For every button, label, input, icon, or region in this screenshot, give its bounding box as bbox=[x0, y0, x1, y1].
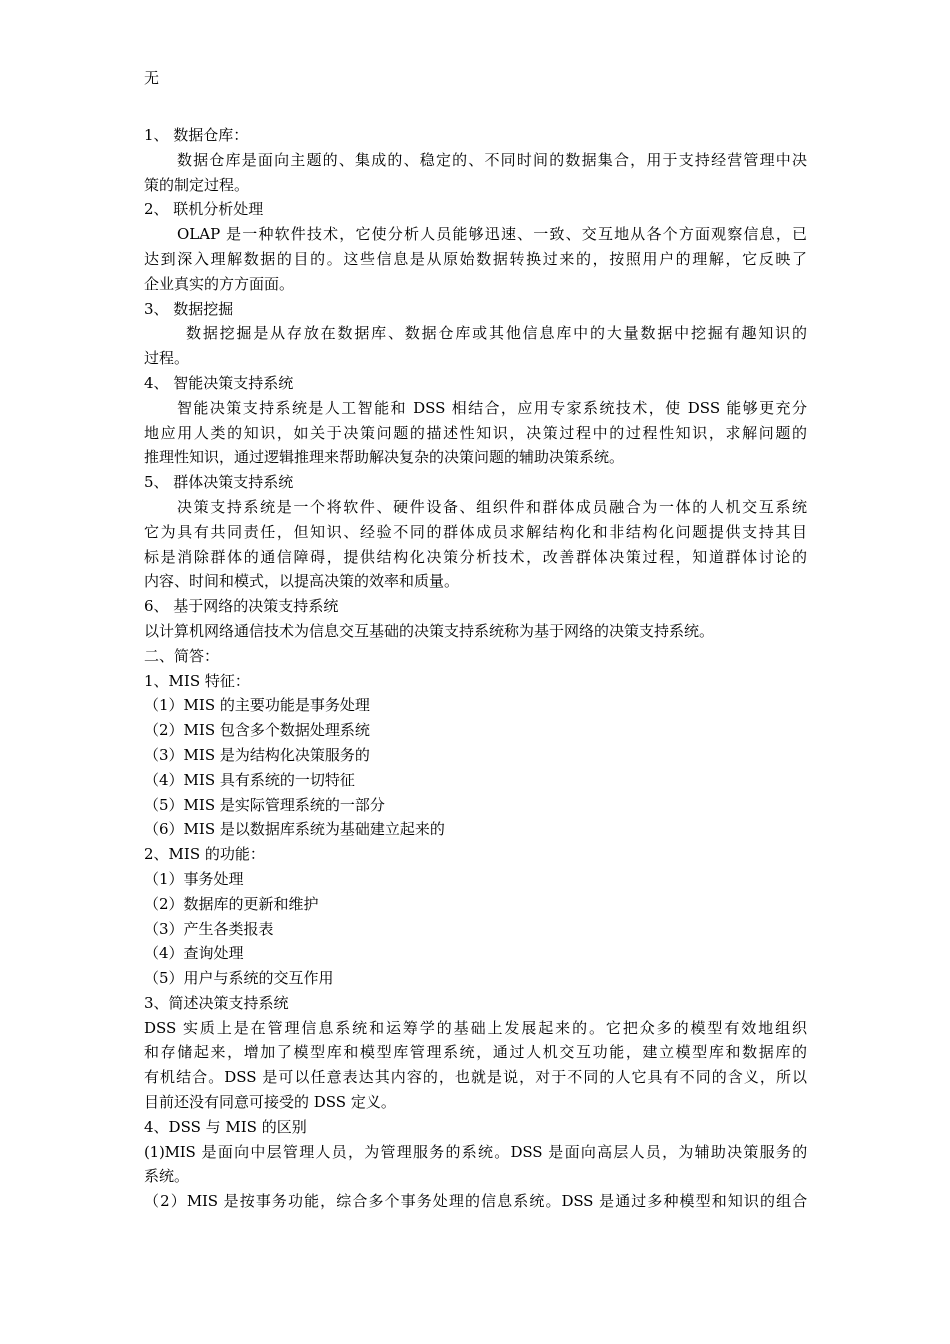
text-line: 过程。 bbox=[144, 349, 190, 368]
text-line: （5）MIS 是实际管理系统的一部分 bbox=[144, 795, 385, 814]
text-line: 2、MIS 的功能： bbox=[144, 845, 265, 864]
text-line: 和存储起来，增加了模型库和模型库管理系统，通过人机交互功能，建立模型库和数据库的 bbox=[144, 1043, 807, 1062]
text-line: （1）MIS 的主要功能是事务处理 bbox=[144, 696, 370, 715]
text-line: （3）MIS 是为结构化决策服务的 bbox=[144, 745, 370, 764]
text-line: 6、 基于网络的决策支持系统 bbox=[144, 597, 339, 616]
text-line: 二、简答： bbox=[144, 646, 220, 665]
text-line: （2）MIS 是按事务功能，综合多个事务处理的信息系统。DSS 是通过多种模型和知识的组合 bbox=[144, 1192, 807, 1211]
text-line: 有机结合。DSS 是可以任意表达其内容的，也就是说，对于不同的人它具有不同的含义，所以 bbox=[144, 1068, 807, 1087]
document-body bbox=[144, 123, 807, 1214]
text-line: （3）产生各类报表 bbox=[144, 919, 274, 938]
text-line: 决策支持系统是一个将软件、硬件设备、组织件和群体成员融合为一体的人机交互系统 bbox=[177, 497, 807, 516]
text-line: 策的制定过程。 bbox=[144, 175, 250, 194]
text-line: （5）用户与系统的交互作用 bbox=[144, 969, 334, 988]
text-line: 4、DSS 与 MIS 的区别 bbox=[144, 1117, 307, 1136]
text-line: （2）MIS 包含多个数据处理系统 bbox=[144, 721, 370, 740]
text-line: 2、 联机分析处理 bbox=[144, 200, 264, 219]
header-note: 无 bbox=[144, 69, 160, 87]
text-line: 以计算机网络通信技术为信息交互基础的决策支持系统称为基于网络的决策支持系统。 bbox=[144, 621, 715, 640]
text-line: 1、MIS 特征： bbox=[144, 671, 250, 690]
text-line: 4、 智能决策支持系统 bbox=[144, 373, 294, 392]
text-line: 达到深入理解数据的目的。这些信息是从原始数据转换过来的，按照用户的理解，它反映了 bbox=[144, 249, 807, 268]
text-line: （2）数据库的更新和维护 bbox=[144, 894, 319, 913]
text-line: (1)MIS 是面向中层管理人员，为管理服务的系统。DSS 是面向高层人员，为辅助决策服务的 bbox=[144, 1142, 807, 1161]
text-line: 数据挖掘是从存放在数据库、数据仓库或其他信息库中的大量数据中挖掘有趣知识的 bbox=[186, 324, 807, 343]
text-line: DSS 实质上是在管理信息系统和运筹学的基础上发展起来的。它把众多的模型有效地组织 bbox=[144, 1018, 807, 1037]
text-line: 内容、时间和模式，以提高决策的效率和质量。 bbox=[144, 572, 460, 591]
text-line: （4）查询处理 bbox=[144, 944, 244, 963]
text-line: 目前还没有同意可接受的 DSS 定义。 bbox=[144, 1093, 396, 1112]
text-line: （4）MIS 具有系统的一切特征 bbox=[144, 770, 355, 789]
text-line: 地应用人类的知识，如关于决策问题的描述性知识，决策过程中的过程性知识，求解问题的 bbox=[144, 423, 807, 442]
text-line: 1、 数据仓库： bbox=[144, 126, 249, 144]
text-line: 系统。 bbox=[144, 1167, 190, 1186]
text-line: OLAP 是一种软件技术，它使分析人员能够迅速、一致、交互地从各个方面观察信息，已 bbox=[177, 225, 807, 244]
text-line: （1）事务处理 bbox=[144, 869, 244, 888]
text-line: 3、简述决策支持系统 bbox=[144, 993, 289, 1012]
text-line: 智能决策支持系统是人工智能和 DSS 相结合，应用专家系统技术，使 DSS 能够更充分 bbox=[177, 398, 807, 417]
text-line: 推理性知识，通过逻辑推理来帮助解决复杂的决策问题的辅助决策系统。 bbox=[144, 448, 625, 467]
text-line: （6）MIS 是以数据库系统为基础建立起来的 bbox=[144, 820, 445, 839]
text-line: 3、 数据挖掘 bbox=[144, 299, 234, 318]
text-line: 5、 群体决策支持系统 bbox=[144, 473, 294, 492]
text-line: 企业真实的方方面面。 bbox=[144, 274, 295, 293]
text-line: 标是消除群体的通信障碍，提供结构化决策分析技术，改善群体决策过程，知道群体讨论的 bbox=[144, 547, 807, 566]
text-line: 数据仓库是面向主题的、集成的、稳定的、不同时间的数据集合，用于支持经营管理中决 bbox=[177, 150, 807, 169]
text-line: 它为具有共同责任，但知识、经验不同的群体成员求解结构化和非结构化问题提供支持其目 bbox=[144, 522, 807, 541]
